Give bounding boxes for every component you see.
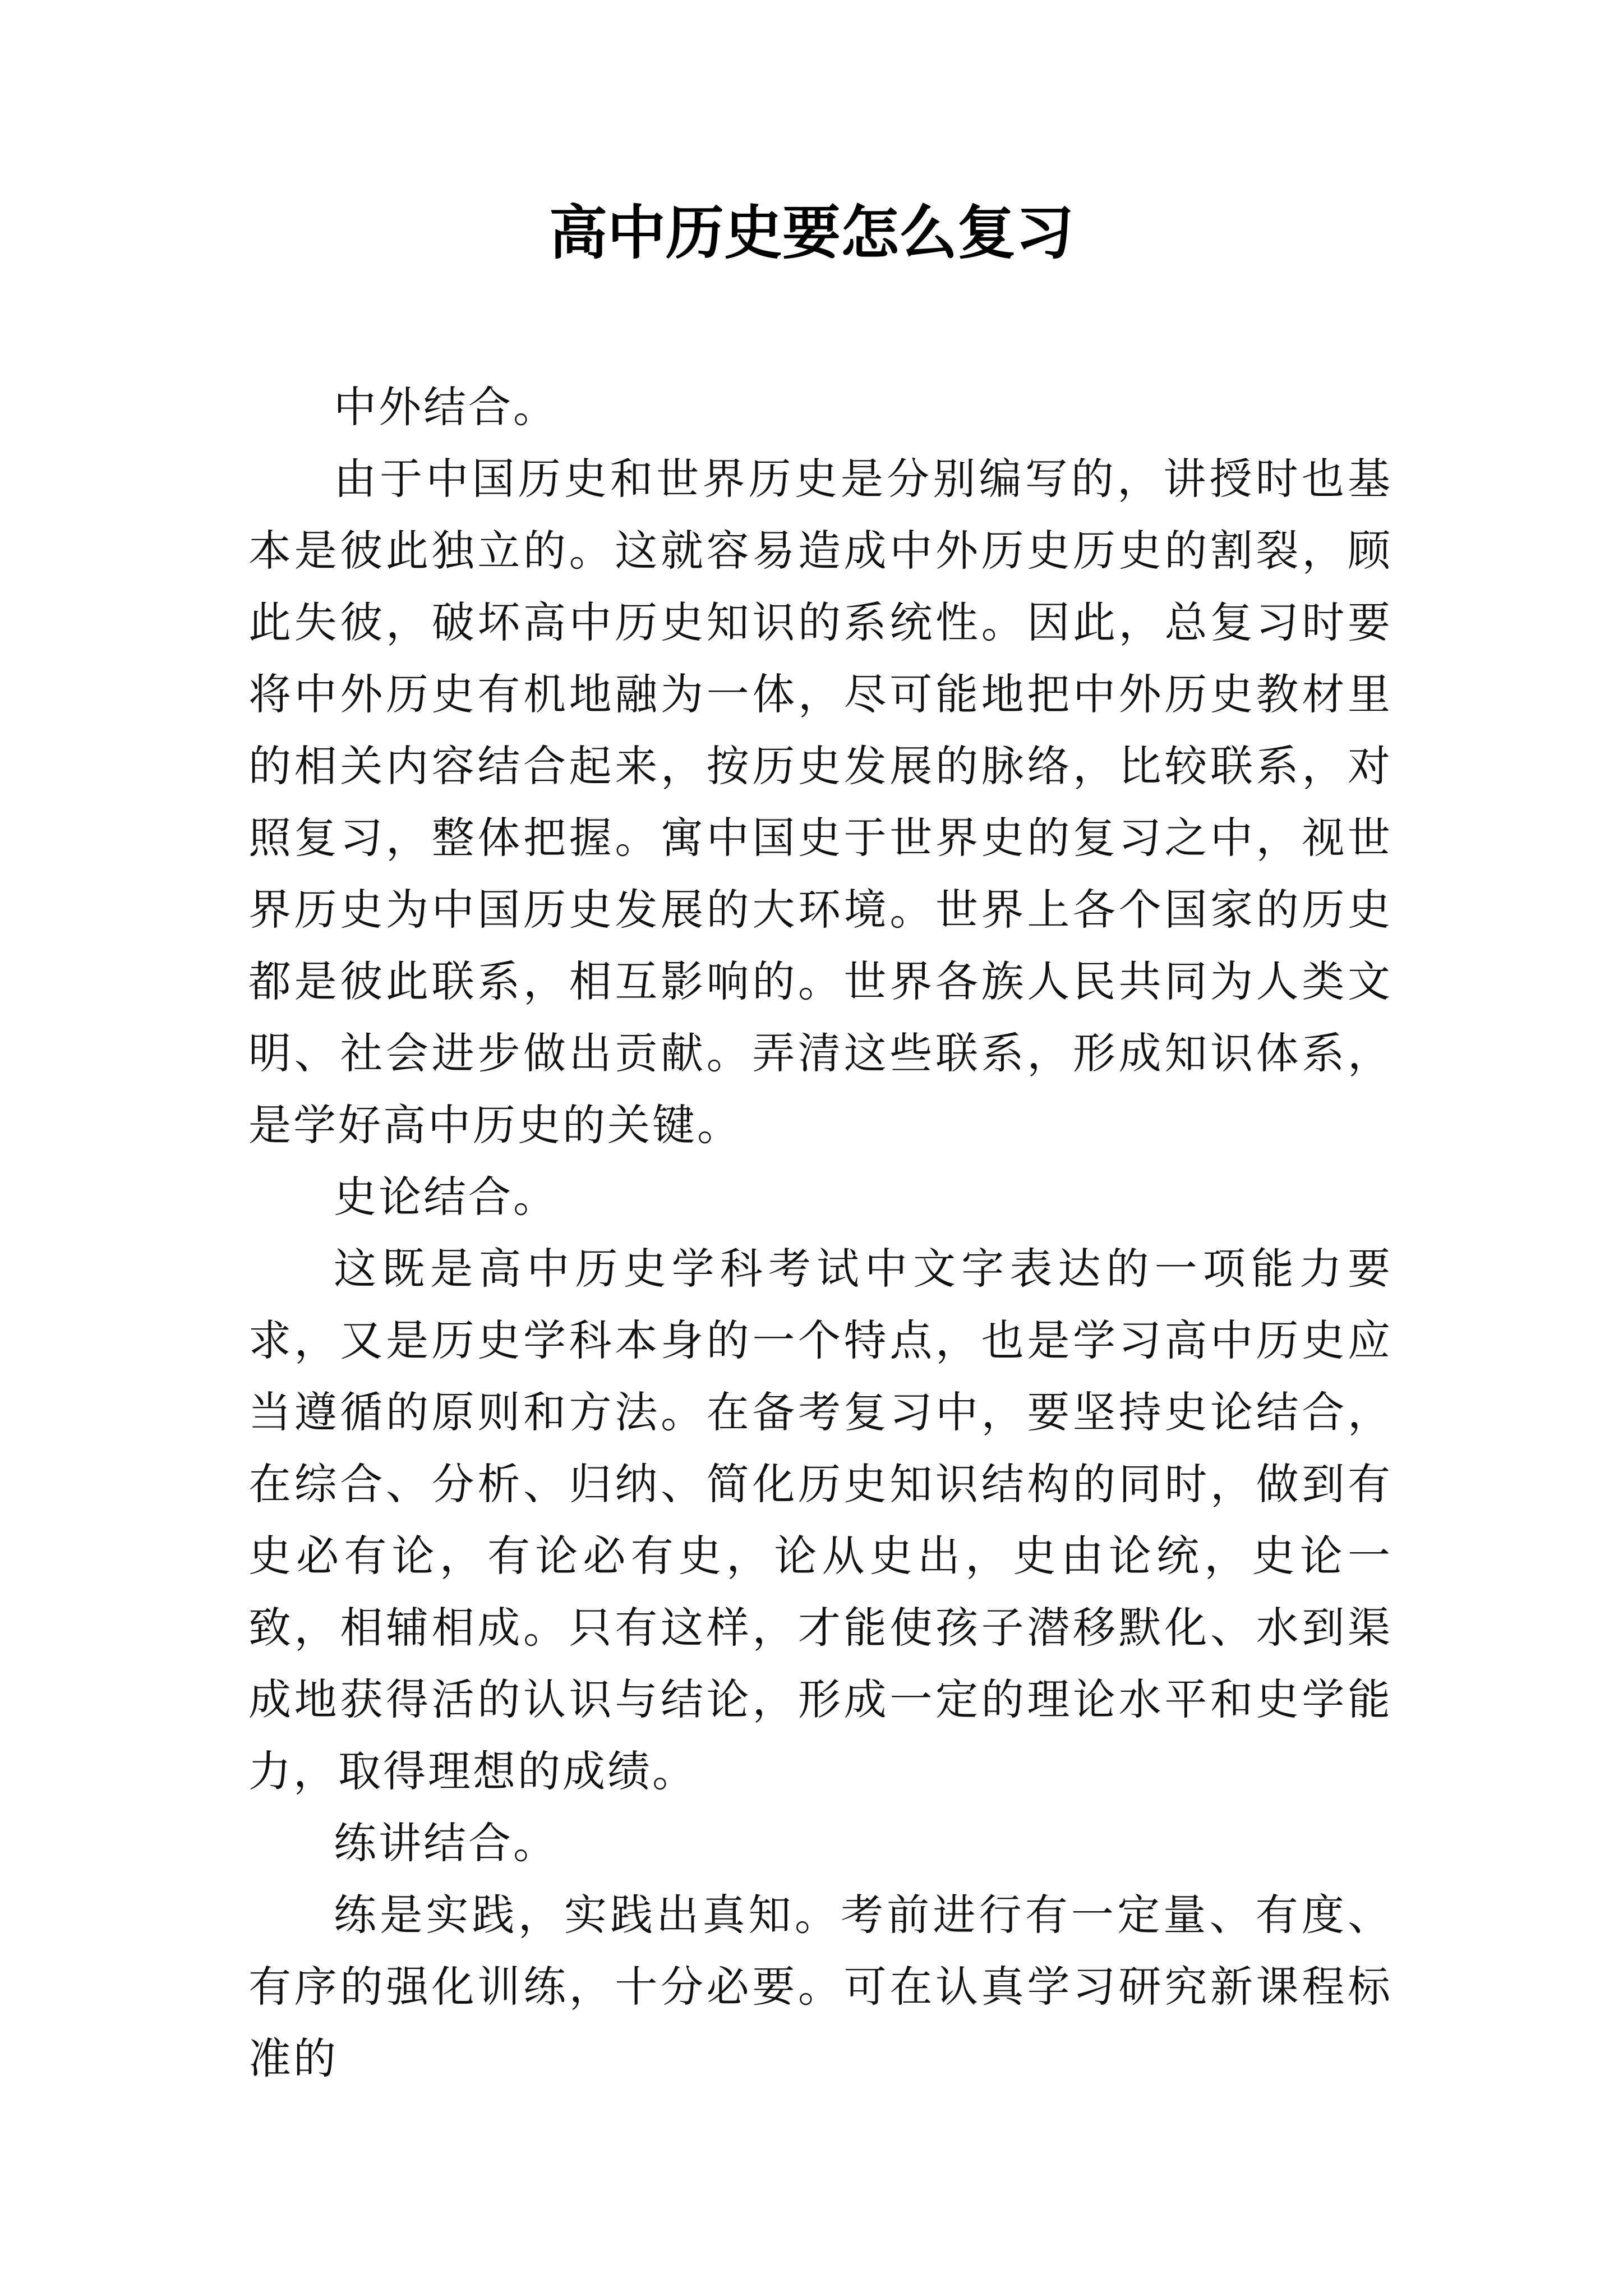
paragraph-1: 由于中国历史和世界历史是分别编写的，讲授时也基本是彼此独立的。这就容易造成中外历史历史的割裂，顾此失彼，破坏高中历史知识的系统性。因此，总复习时要将中外历史有机地融为一体，尽可能地把中外历史教材里的相关内容结合起来，按历史发展的脉络，比较联系，对照复习，整体把握。寓中国史于世界史的复习之中，视世界历史为中国历史发展的大环境。世界上各个国家的历史都是彼此联系，相互影响的。世界各族人民共同为人类文明、社会进步做出贡献。弄清这些联系，形成知识体系，是学好高中历史的关键。 [248,454,1393,1150]
paragraph-2: 这既是高中历史学科考试中文字表达的一项能力要求，又是历史学科本身的一个特点，也是学习高中历史应当遵循的原则和方法。在备考复习中，要坚持史论结合，在综合、分析、归纳、简化历史知识结构的同时，做到有史必有论，有论必有史，论从史出，史由论统，史论一致，相辅相成。只有这样，才能使孩子潜移默化、水到渠成地获得活的认识与结论，形成一定的理论水平和史学能力，取得理想的成绩。 [248,1244,1393,1796]
paragraph-heading-3: 练讲结合。 [334,1818,558,1868]
document-body [248,371,1393,2095]
paragraph-heading-1: 中外结合。 [334,382,558,432]
document-title: 高中历史要怎么复习 [548,198,1074,267]
paragraph-heading-2: 史论结合。 [334,1172,558,1222]
paragraph-3: 练是实践，实践出真知。考前进行有一定量、有度、有序的强化训练，十分必要。可在认真学习研究新课程标准的 [248,1890,1393,2083]
